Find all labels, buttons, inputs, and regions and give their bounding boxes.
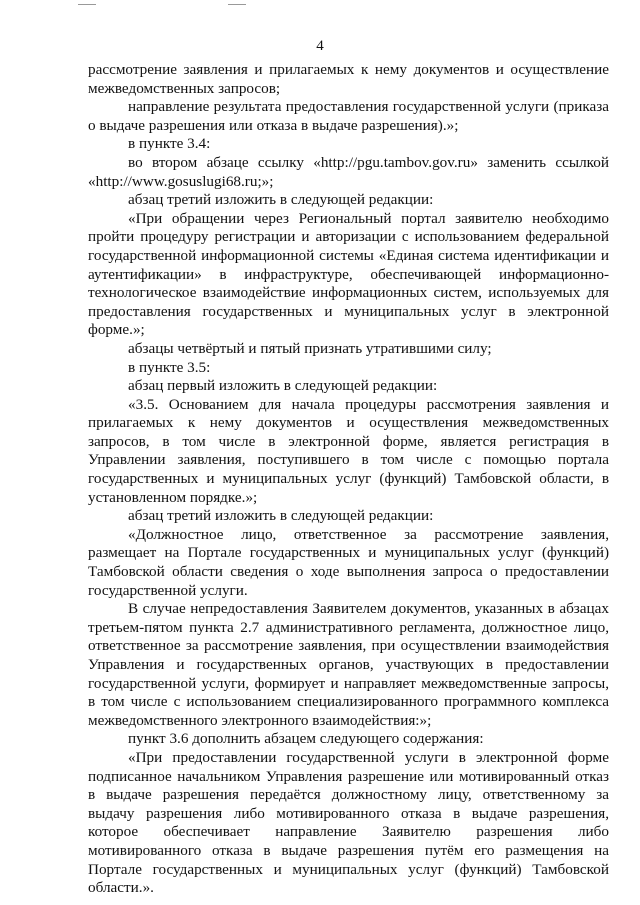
paragraph: направление результата предоставления государственной услуги (приказа о выдаче разрешения или отказа в выдаче разрешения).»; — [88, 98, 609, 134]
paragraph: абзацы четвёртый и пятый признать утратившими силу; — [128, 339, 492, 357]
paragraph: «При обращении через Региональный портал заявителю необходимо пройти процедуру регистрации и авторизации с использованием федеральной государственной информационной системы «Единая система идентификации и аутентификации» в инфраструктуре, обеспечивающей информационно-технологическое взаимодействие информационных систем, используемых для предоставления государственных и муниципальных услуг в электронной форме.»; — [88, 209, 609, 339]
paragraph: во втором абзаце ссылку «http://pgu.tambov.gov.ru» заменить ссылкой «http://www.gosuslugi68.ru;»; — [88, 153, 609, 190]
paragraph: пункт 3.6 дополнить абзацем следующего содержания: — [128, 730, 484, 748]
paragraph: В случае непредоставления Заявителем документов, указанных в абзацах третьем-пятом пункта 2.7 административного регламента, должностное лицо, ответственное за рассмотрение заявления, при осуществлении взаимодействия Управления и государственных органов, участвующих в предоставлении государственной услуги, формирует и направляет межведомственные запросы, в том числе с использованием специализированного программного комплекса межведомственного электронного взаимодействия:»; — [88, 600, 609, 729]
page-number: 4 — [316, 38, 324, 54]
paragraph: «При предоставлении государственной услуги в электронной форме подписанное начальником Управления разрешение или мотивированный отказ в выдаче разрешения передаётся должностному лицу, ответственному за выдачу разрешения либо мотивированного отказа в выдаче разрешения, которое обеспечивает направление Заявителю разрешения либо мотивированного отказа в выдаче разрешения путём его размещения на Портале государственных и муниципальных услуг (функций) Тамбовской области.». — [88, 748, 609, 897]
paragraph: рассмотрение заявления и прилагаемых к нему документов и осуществление межведомственных запросов; — [88, 61, 609, 97]
paragraph: абзац третий изложить в следующей редакции: — [128, 191, 434, 209]
paragraph: абзац первый изложить в следующей редакции: — [128, 377, 438, 395]
paragraph: в пункте 3.5: — [128, 358, 211, 376]
paragraph: абзац третий изложить в следующей редакции: — [128, 507, 434, 525]
paragraph: «3.5. Основанием для начала процедуры рассмотрения заявления и прилагаемых к нему документов и осуществления межведомственных запросов, в том числе в электронной форме, является регистрация в Управлении заявления, поступившего в том числе с помощью портала государственных и муниципальных услуг (функций) Тамбовской области, в установленном порядке.»; — [88, 395, 609, 506]
scan-mark — [228, 4, 246, 5]
paragraph: в пункте 3.4: — [128, 135, 211, 153]
paragraph: «Должностное лицо, ответственное за рассмотрение заявления, размещает на Портале государственных и муниципальных услуг (функций) Тамбовской области сведения о ходе выполнения запроса о предоставлении государственной услуги. — [88, 525, 609, 599]
scan-mark — [78, 4, 96, 5]
document-body — [88, 61, 609, 898]
